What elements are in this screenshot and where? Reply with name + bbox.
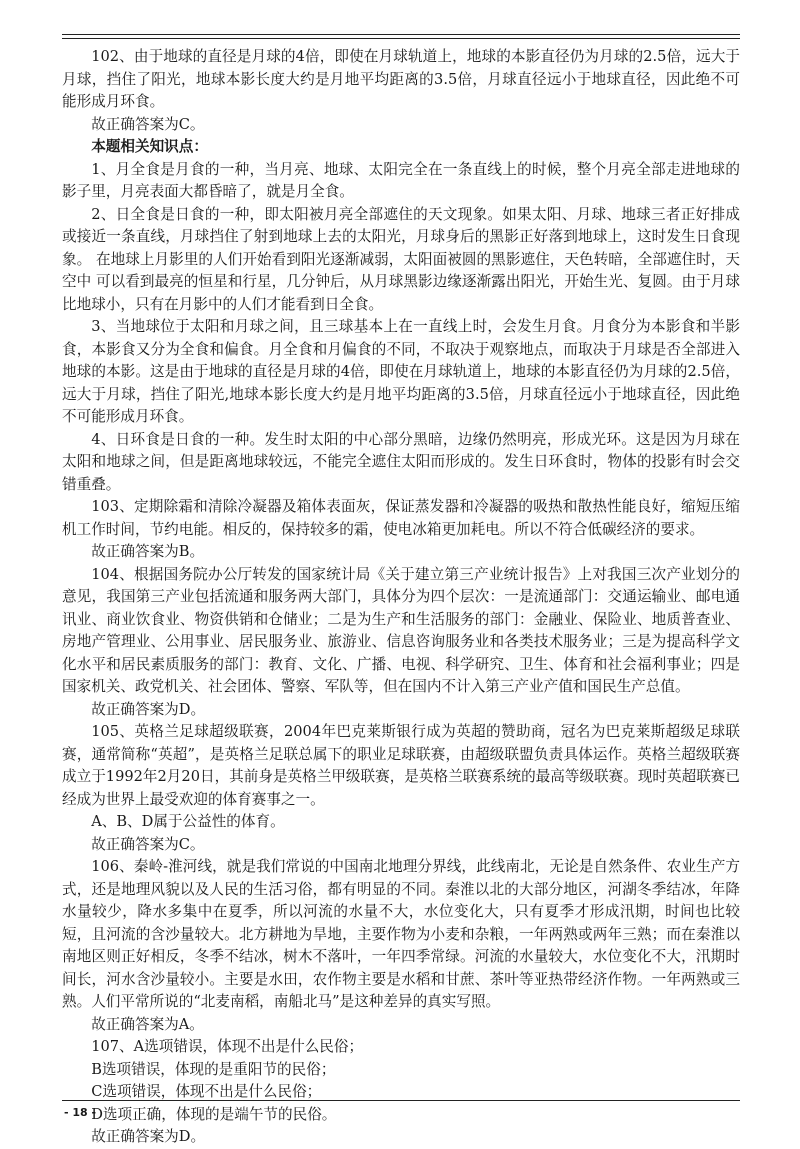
paragraph: 103、定期除霜和清除冷凝器及箱体表面灰，保证蒸发器和冷凝器的吸热和散热性能良好，缩短压缩机工作时间，节约电能。相反的，保持较多的霜，使电冰箱更加耗电。所以不符合低碳经济的要求。 [62,498,740,538]
paragraph: 1、月全食是月食的一种，当月亮、地球、太阳完全在一条直线上的时候，整个月亮全部走进地球的影子里，月亮表面大都昏暗了，就是月全食。 [62,160,740,200]
header-rule-thin [62,38,740,39]
paragraph: 故正确答案为D。 [91,700,206,718]
paragraph: 107、A选项错误，体现不出是什么民俗； [91,1038,364,1055]
paragraph: B选项错误，体现的是重阳节的民俗； [91,1060,336,1078]
paragraph: 3、当地球位于太阳和月球之间，且三球基本上在一直线上时，会发生月食。月食分为本影食和半影食，本影食又分为全食和偏食。月全食和月偏食的不同，不取决于观察地点，而取决于月球是否全部进入地球的本影。这是由于地球的直径是月球的4倍，即使在月球轨道上，地球的本影直径仍为月球的2.5倍，远大于月球，挡住了阳光,地球本影长度大约是月地平均距离的3.5倍，月球直径远小于地球直径，因此绝不可能形成月环食。 [62,318,740,425]
paragraph: 4、日环食是日食的一种。发生时太阳的中心部分黑暗，边缘仍然明亮，形成光环。这是因为月球在太阳和地球之间，但是距离地球较远，不能完全遮住太阳而形成的。发生日环食时，物体的投影有时会交错重叠。 [62,430,740,493]
header-rule [62,34,740,35]
paragraph: 故正确答案为B。 [91,543,205,560]
paragraph: 106、秦岭-淮河线，就是我们常说的中国南北地理分界线，此线南北，无论是自然条件、农业生产方式，还是地理风貌以及人民的生活习俗，都有明显的不同。秦淮以北的大部分地区，河湖冬季结冰，年降水量较少，降水多集中在夏季，所以河流的水量不大，水位变化大，只有夏季才形成汛期，时间也比较短，且河流的含沙量较大。北方耕地为旱地，主要作物为小麦和杂粮，一年两熟或两年三熟；而在秦淮以南地区则正好相反，冬季不结冰，树木不落叶，一年四季常绿。河流的水量较大，水位变化不大，汛期时间长，河水含沙量较小。主要是水田，农作物主要是水稻和甘蔗、茶叶等亚热带经济作物。一年两熟或三熟。人们平常所说的“北麦南稻，南船北马”是这种差异的真实写照。 [62,858,740,1010]
paragraph: 2、日全食是日食的一种，即太阳被月亮全部遮住的天文现象。如果太阳、月球、地球三者正好排成或接近一条直线，月球挡住了射到地球上去的太阳光，月球身后的黑影正好落到地球上，这时发生日食现象。 在地球上月影里的人们开始看到阳光逐渐减弱，太阳面被圆的黑影遮住，天色转暗，全部遮住时，天空中 可以看到最亮的恒星和行星，几分钟后，从月球黑影边缘逐渐露出阳光，开始生光、复圆。由于月球比地球小，只有在月影中的人们才能看到日全食。 [62,205,740,313]
paragraph: 105、英格兰足球超级联赛，2004年巴克莱斯银行成为英超的赞助商，冠名为巴克莱斯超级足球联赛，通常简称“英超”，是英格兰足联总属下的职业足球联赛，由超级联盟负责具体运作。英格兰超级联赛成立于1992年2月20日，其前身是英格兰甲级联赛，是英格兰联赛系统的最高等级联赛。现时英超联赛已经成为世界上最受欢迎的体育赛事之一。 [62,723,740,808]
paragraph: 故正确答案为D。 [91,1128,206,1145]
paragraph: 104、根据国务院办公厅转发的国家统计局《关于建立第三产业统计报告》上对我国三次产业划分的意见，我国第三产业包括流通和服务两大部门，具体分为四个层次：一是流通部门：交通运输业、邮电通讯业、商业饮食业、物资供销和仓储业；二是为生产和生活服务的部门：金融业、保险业、地质普查业、房地产管理业、公用事业、居民服务业、旅游业、信息咨询服务业和各类技术服务业；三是为提高科学文化水平和居民素质服务的部门：教育、文化、广播、电视、科学研究、卫生、体育和社会福利事业；四是国家机关、政党机关、社会团体、警察、军队等，但在国内不计入第三产业产值和国民生产总值。 [62,565,740,695]
document-body [62,46,740,1149]
page-number: - 18 - [64,1106,97,1119]
footer-rule [62,1100,740,1101]
paragraph: C选项错误，体现不出是什么民俗； [91,1083,322,1100]
paragraph: 故正确答案为C。 [91,835,205,853]
section-heading: 本题相关知识点： [91,138,208,155]
paragraph: D选项正确，体现的是端午节的民俗。 [91,1105,337,1123]
paragraph: 102、由于地球的直径是月球的4倍，即使在月球轨道上，地球的本影直径仍为月球的2.5倍，远大于月球，挡住了阳光，地球本影长度大约是月地平均距离的3.5倍，月球直径远小于地球直径，因此绝不可能形成月环食。 [62,48,740,110]
paragraph: A、B、D属于公益性的体育。 [91,813,285,830]
paragraph: 故正确答案为A。 [91,1015,204,1033]
paragraph: 故正确答案为C。 [91,115,205,133]
